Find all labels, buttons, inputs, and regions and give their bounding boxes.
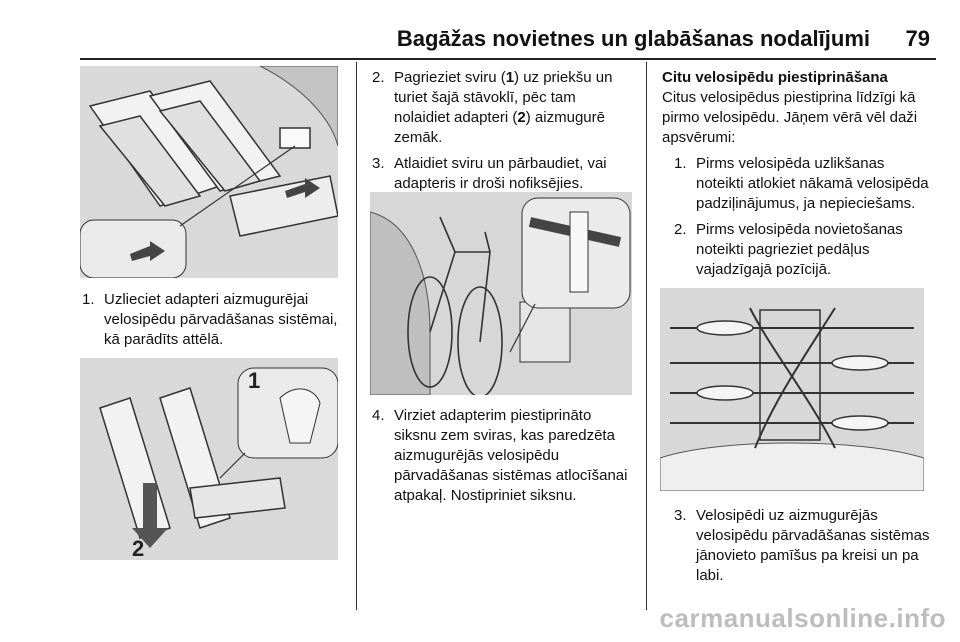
step-4: [372, 406, 636, 506]
step-2-text-c: ) uz priekšu un turiet šajā stāvoklī, pēc tam nolaidiet adapteri (: [394, 69, 613, 126]
item-3-number: 3.: [674, 507, 687, 524]
item-1-text: Pirms velosipēda uzlikšanas noteikti atlokiet nākamā velosipēda padziļinājumus, ja nepieciešams.: [696, 155, 929, 212]
step-4-text: Virziet adapterim piestiprināto siksnu zem sviras, kas paredzēta aizmugurējās velosipēdu pārvadāšanas sistēmas atlocīšanai atpakaļ. Nostipriniet siksnu.: [394, 407, 628, 504]
item-3-text: Velosipēdi uz aizmugurējās velosipēdu pārvadāšanas sistēmas jānovieto pamīšus pa kreisi un pa labi.: [696, 507, 930, 584]
step-1-text: Uzlieciet adapteri aizmugurējai velosipēdu pārvadāšanas sistēmai, kā parādīts attēlā.: [104, 291, 338, 348]
step-3: [372, 154, 634, 194]
figure-bike-strap-drawing: [370, 192, 632, 395]
column-2-text-top: [372, 68, 634, 200]
page-number: 79: [905, 26, 930, 51]
step-1: [82, 290, 344, 350]
step-2-ref-2: 2: [517, 109, 526, 126]
column-1-text: [82, 290, 344, 356]
figure-bikes-alternating: [660, 288, 924, 491]
figure-lever-adapter-drawing: [80, 358, 338, 560]
section-heading: Citu velosipēdu piestiprināšana: [662, 69, 888, 86]
column-2-text-bottom: [372, 406, 636, 512]
figure-bike-strap: [370, 192, 632, 395]
step-1-number: 1.: [82, 291, 95, 308]
item-2-number: 2.: [674, 221, 687, 238]
item-1-number: 1.: [674, 155, 687, 172]
figure-bikes-alternating-drawing: [660, 288, 924, 491]
figure-adapter-mount-drawing: [80, 66, 338, 278]
header-rule: [80, 58, 936, 60]
column-separator-right: [646, 62, 647, 610]
step-2-text-a: Pagrieziet sviru (: [394, 69, 506, 86]
item-2: [674, 220, 934, 280]
section-intro: Citus velosipēdus piestiprina līdzīgi kā pirmo velosipēdu. Jāņem vērā vēl daži apsvērumi:: [662, 89, 918, 146]
item-1: [674, 154, 934, 214]
column-3-text-top: [662, 68, 934, 286]
footer-watermark: carmanualsonline.info: [659, 603, 946, 633]
item-3: [674, 506, 934, 586]
step-2-text-e: ) aizmugurē zemāk.: [394, 109, 605, 146]
callout-1: 1: [248, 368, 261, 393]
step-3-text: Atlaidiet sviru un pārbaudiet, vai adapteris ir droši nofiksējies.: [394, 155, 607, 192]
figure-adapter-mount: [80, 66, 338, 278]
step-4-number: 4.: [372, 407, 385, 424]
figure-lever-adapter: [80, 358, 338, 560]
step-2-ref-1: 1: [505, 69, 515, 86]
page-title: Bagāžas novietnes un glabāšanas nodalījumi: [396, 26, 870, 51]
column-separator-left: [356, 62, 357, 610]
step-2-number: 2.: [372, 69, 385, 86]
step-3-number: 3.: [372, 155, 385, 172]
column-3-text-bottom: [674, 506, 934, 592]
step-2: [372, 68, 634, 148]
item-2-text: Pirms velosipēda novietošanas noteikti pagrieziet pedāļus vajadzīgajā pozīcijā.: [696, 221, 903, 278]
callout-2: 2: [132, 536, 145, 560]
